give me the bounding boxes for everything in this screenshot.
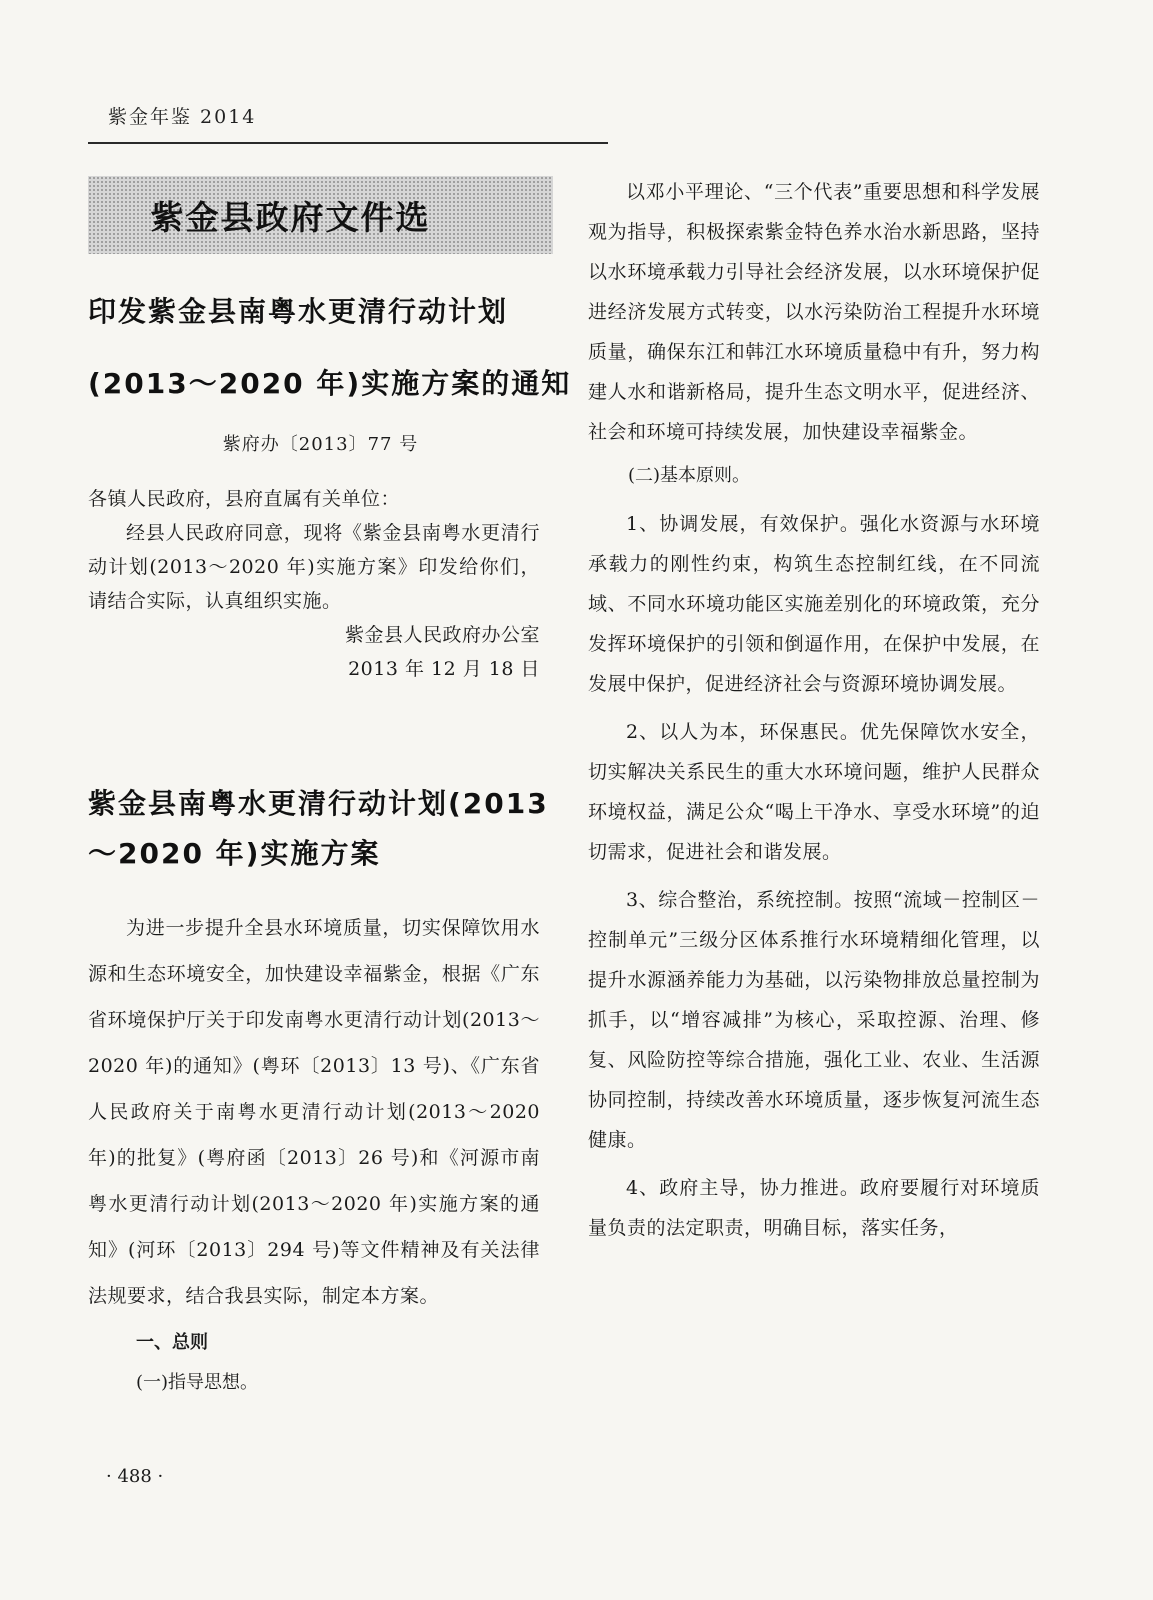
notice-salutation: 各镇人民政府，县府直属有关单位： — [88, 488, 401, 510]
heading-general: 一、总则 — [136, 1332, 208, 1353]
principle-2: 2、以人为本，环保惠民。优先保障饮水安全，切实解决关系民生的重大水环境问题，维护人民群众环境权益，满足公众“喝上干净水、享受水环境”的迫切需求，促进社会和谐发展。 — [588, 721, 1040, 863]
section-banner — [88, 176, 553, 254]
plan-title-line2: ～2020 年)实施方案 — [88, 837, 381, 870]
notice-body: 经县人民政府同意，现将《紫金县南粤水更清行动计划(2013～2020 年)实施方案》印发给你们，请结合实际，认真组织实施。 — [88, 522, 540, 612]
principle-3: 3、综合整治，系统控制。按照“流域－控制区－控制单元”三级分区体系推行水环境精细化管理，以提升水源涵养能力为基础，以污染物排放总量控制为抓手，以“增容减排”为核心，采取控源、治理、修复、风险防控等综合措施，强化工业、农业、生活源协同控制，持续改善水环境质量，逐步恢复河流生态健康。 — [588, 889, 1040, 1151]
notice-date: 2013 年 12 月 18 日 — [348, 658, 540, 680]
principle-4: 4、政府主导，协力推进。政府要履行对环境质量负责的法定职责，明确目标，落实任务， — [588, 1177, 1040, 1239]
header-divider — [88, 142, 608, 144]
notice-title-line2: (2013～2020 年)实施方案的通知 — [88, 367, 572, 400]
plan-title-line1: 紫金县南粤水更清行动计划(2013 — [88, 787, 549, 820]
section-title: 紫金县政府文件选 — [150, 197, 431, 237]
notice-issuer: 紫金县人民政府办公室 — [344, 624, 540, 646]
plan-intro: 为进一步提升全县水环境质量，切实保障饮用水源和生态环境安全，加快建设幸福紫金，根据《广东省环境保护厅关于印发南粤水更清行动计划(2013～2020 年)的通知》(粤环〔2013〕13 号)、《广东省人民政府关于南粤水更清行动计划(2013～2020 年)的批复》(粤府函〔2013〕26 号)和《河源市南粤水更清行动计划(2013～2020 年)实施方案的通知》(河环〔2013〕294 号)等文件精神及有关法律法规要求，结合我县实际，制定本方案。 — [88, 917, 540, 1307]
heading-basic-principles: (二)基本原则。 — [628, 465, 751, 486]
page-number: · 488 · — [106, 1466, 164, 1487]
notice-title-line1: 印发紫金县南粤水更清行动计划 — [88, 295, 509, 328]
principle-1: 1、协调发展，有效保护。强化水资源与水环境承载力的刚性约束，构筑生态控制红线，在不同流域、不同水环境功能区实施差别化的环境政策，充分发挥环境保护的引领和倒逼作用，在保护中发展，在发展中保护，促进经济社会与资源环境协调发展。 — [588, 513, 1040, 695]
document-number: 紫府办〔2013〕77 号 — [222, 434, 419, 455]
running-header: 紫金年鉴 2014 — [108, 106, 257, 128]
heading-guiding-thought: (一)指导思想。 — [136, 1372, 259, 1393]
guiding-thought-text: 以邓小平理论、“三个代表”重要思想和科学发展观为指导，积极探索紫金特色养水治水新思路，坚持以水环境承载力引导社会经济发展，以水环境保护促进经济发展方式转变，以水污染防治工程提升水环境质量，确保东江和韩江水环境质量稳中有升，努力构建人水和谐新格局，提升生态文明水平，促进经济、社会和环境可持续发展，加快建设幸福紫金。 — [588, 181, 1040, 443]
